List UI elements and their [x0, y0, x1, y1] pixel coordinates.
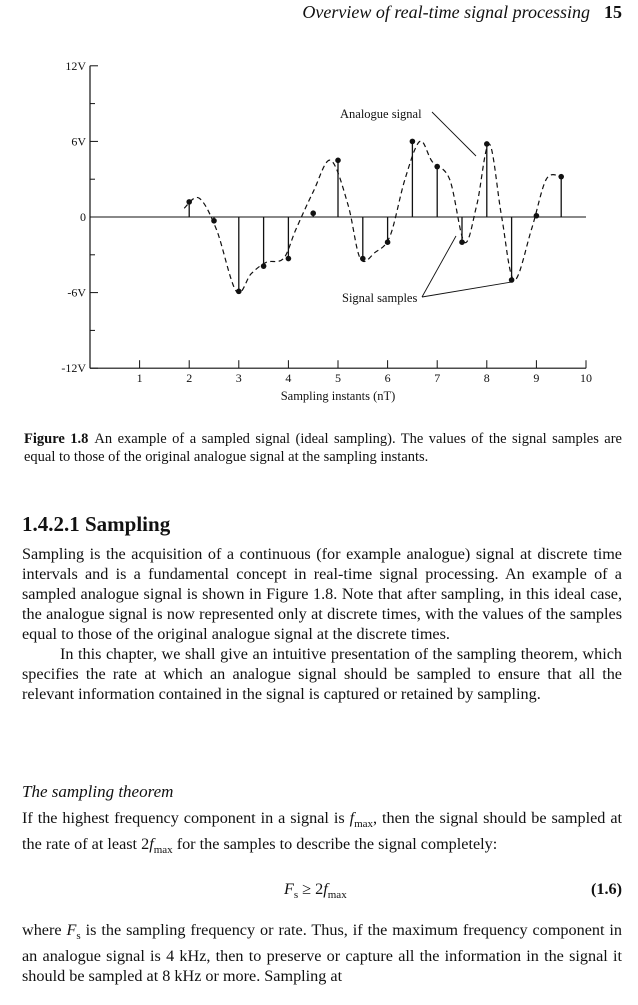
subsection-heading: The sampling theorem [22, 782, 174, 801]
symbol-f: f [323, 880, 328, 898]
x-tick-label: 6 [384, 371, 391, 386]
symbol-F: F [284, 880, 294, 898]
x-axis-label: Sampling instants (nT) [280, 389, 396, 404]
symbol-F: F [66, 921, 77, 939]
symbol-s-sub: s [76, 930, 81, 943]
y-tick-label: 6V [71, 134, 86, 149]
figure-caption [24, 430, 622, 466]
figure-label: Figure 1.8 [24, 431, 89, 447]
paragraph-sampling-theorem: In this chapter, we shall give an intuitive presentation of the sampling theorem, which specifies the rate at which an analogue signal should be sampled to ensure that all the relevant information contained in the signal is captured or retained by sampling. [22, 645, 622, 703]
annotation-analogue-signal: Analogue signal [340, 107, 422, 121]
sample-point [459, 239, 465, 245]
equation-relation: ≥ 2 [298, 880, 324, 898]
annotation-signal-samples: Signal samples [342, 291, 418, 305]
equation-1-6 [22, 880, 622, 902]
x-tick-label: 8 [483, 371, 490, 386]
sample-point [534, 213, 540, 219]
text-run: where [22, 921, 67, 939]
sample-point [211, 218, 217, 224]
section-body [22, 544, 622, 704]
sample-point [484, 141, 490, 147]
y-tick-label: 0 [80, 210, 86, 224]
paragraph-sampling-intro: Sampling is the acquisition of a continuous (for example analogue) signal at discrete time intervals and is a fundamental concept in real-time signal processing. An example of a sampled analogue signal is shown in Figure 1.8. Note that after sampling, in this ideal case, the analogue signal is now represented only at discrete times, with the values of the samples equal to those of the original analogue signal at the discrete times. [22, 545, 622, 643]
y-tick-label: 12V [65, 58, 86, 73]
sample-point [385, 239, 391, 245]
annotation-leader-line [432, 112, 476, 156]
paragraph-fmax [22, 808, 622, 860]
sample-point [261, 263, 267, 269]
symbol-max-sub: max [153, 844, 173, 857]
sample-point [410, 139, 416, 145]
x-tick-label: 4 [285, 371, 292, 386]
symbol-f: f [149, 835, 154, 854]
symbol-max-sub: max [327, 889, 347, 902]
x-tick-label: 1 [136, 371, 143, 386]
y-tick-label: -12V [61, 361, 86, 376]
sample-point [558, 174, 564, 180]
figure-caption-text: An example of a sampled signal (ideal sampling). The values of the signal samples are equal to those of the original analogue signal at the sampling instants. [24, 431, 622, 465]
annotation-leader-line [422, 236, 456, 297]
sample-point [186, 199, 192, 205]
annotation-leader-line [422, 282, 512, 297]
text-run: is the sampling frequency or rate. Thus, if the maximum frequency component in an analogue signal is 4 kHz, then to preserve or capture all the information in the signal it should be sampled at 8 kHz or more. Sampling at [22, 921, 623, 986]
sampled-signal-figure [0, 40, 638, 420]
x-tick-label: 9 [533, 371, 540, 386]
text-run: for the samples to describe the signal completely: [172, 835, 498, 854]
running-header [22, 2, 622, 26]
header-title: Overview of real-time signal processing [302, 2, 590, 22]
x-tick-label: 7 [434, 371, 441, 386]
text-run: If the highest frequency component in a signal is [22, 809, 350, 827]
sample-point [360, 256, 366, 262]
equation-expression [284, 880, 347, 901]
sample-point [310, 210, 316, 216]
symbol-s-sub: s [293, 889, 299, 902]
sample-point [286, 256, 292, 262]
x-tick-label: 3 [235, 371, 242, 386]
symbol-max-sub: max [354, 818, 374, 831]
x-tick-label: 2 [186, 371, 193, 386]
section-heading: 1.4.2.1 Sampling [22, 512, 171, 536]
y-tick-label: -6V [67, 285, 86, 300]
sample-point [434, 164, 440, 170]
sample-point [236, 289, 242, 295]
paragraph-sampling-frequency [22, 920, 622, 986]
equation-number: (1.6) [590, 880, 622, 898]
x-tick-label: 5 [335, 371, 341, 386]
text-run: , then the signal should be sampled at the rate of at least 2 [22, 809, 623, 854]
sample-point [335, 158, 341, 164]
x-tick-label: 10 [580, 371, 592, 386]
symbol-f: f [349, 809, 355, 827]
page-number: 15 [604, 2, 622, 22]
